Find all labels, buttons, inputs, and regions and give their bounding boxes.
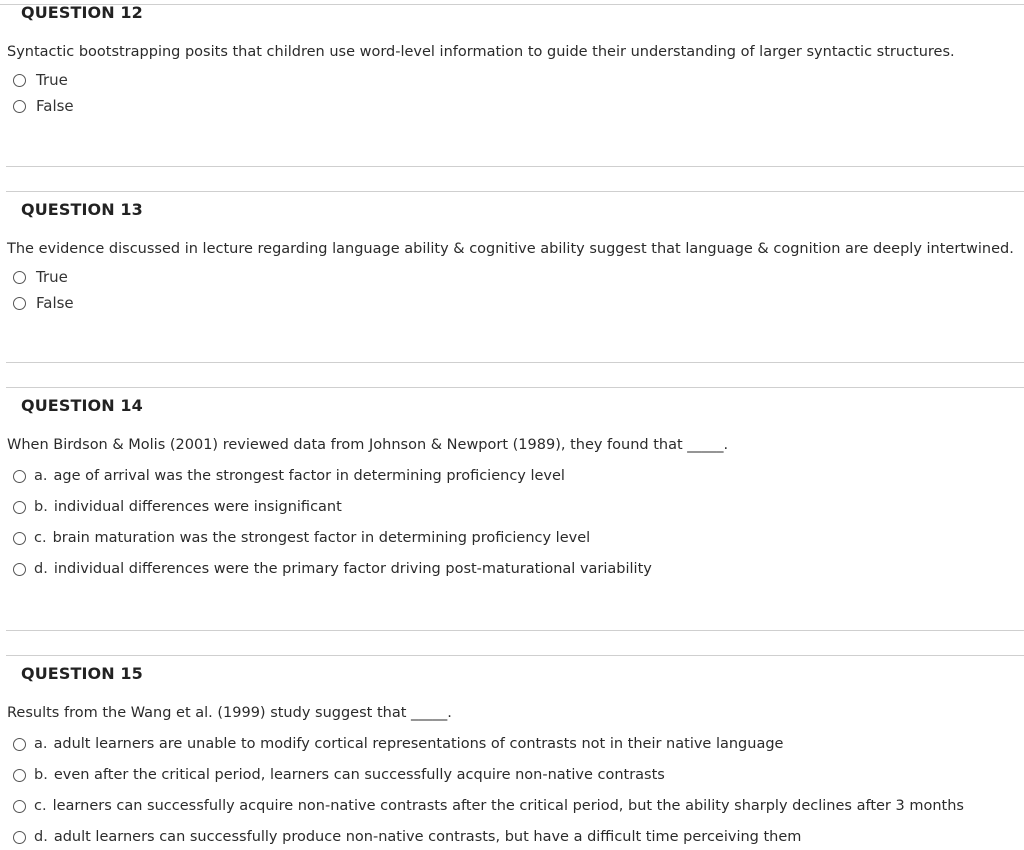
option-letter: b. — [34, 499, 48, 515]
option-c[interactable] — [13, 527, 590, 549]
radio-button[interactable] — [13, 74, 26, 87]
option-b[interactable] — [13, 764, 665, 786]
question-title: QUESTION 12 — [21, 3, 143, 22]
option-label: learners can successfully acquire non-native contrasts after the critical period, but the ability sharply declines after 3 months — [52, 798, 964, 814]
question-text: The evidence discussed in lecture regarding language ability & cognitive ability suggest that language & cognition are deeply intertwined. — [7, 241, 1014, 257]
radio-button[interactable] — [13, 800, 26, 813]
option-label: age of arrival was the strongest factor in determining proficiency level — [53, 468, 565, 484]
question-text: Syntactic bootstrapping posits that children use word-level information to guide their understanding of larger syntactic structures. — [7, 44, 955, 60]
option-label: True — [36, 268, 68, 286]
option-d[interactable] — [13, 558, 652, 580]
option-letter: c. — [34, 530, 47, 546]
option-letter: d. — [34, 561, 48, 577]
divider — [6, 166, 1024, 167]
question-title: QUESTION 15 — [21, 664, 143, 683]
option-label: False — [36, 97, 74, 115]
option-false[interactable] — [13, 95, 74, 117]
divider — [6, 655, 1024, 656]
option-label: False — [36, 294, 74, 312]
radio-button[interactable] — [13, 831, 26, 844]
option-label: True — [36, 71, 68, 89]
divider — [6, 630, 1024, 631]
divider — [0, 4, 1024, 5]
option-label: even after the critical period, learners can successfully acquire non-native contrasts — [53, 767, 665, 783]
option-label: adult learners are unable to modify cortical representations of contrasts not in their native language — [53, 736, 784, 752]
radio-button[interactable] — [13, 100, 26, 113]
option-true[interactable] — [13, 266, 68, 288]
option-c[interactable] — [13, 795, 964, 817]
option-letter: a. — [34, 736, 48, 752]
question-text: Results from the Wang et al. (1999) study suggest that _____. — [7, 705, 452, 721]
radio-button[interactable] — [13, 738, 26, 751]
radio-button[interactable] — [13, 769, 26, 782]
radio-button[interactable] — [13, 470, 26, 483]
option-label: individual differences were the primary factor driving post-maturational variability — [53, 561, 652, 577]
divider — [6, 191, 1024, 192]
option-label: brain maturation was the strongest factor in determining proficiency level — [52, 530, 591, 546]
radio-button[interactable] — [13, 532, 26, 545]
option-label: individual differences were insignificant — [53, 499, 342, 515]
option-a[interactable] — [13, 465, 565, 487]
option-letter: b. — [34, 767, 48, 783]
divider — [6, 362, 1024, 363]
radio-button[interactable] — [13, 501, 26, 514]
question-title: QUESTION 14 — [21, 396, 143, 415]
radio-button[interactable] — [13, 563, 26, 576]
option-label: adult learners can successfully produce non-native contrasts, but have a difficult time perceiving them — [53, 829, 802, 845]
option-letter: a. — [34, 468, 48, 484]
question-title: QUESTION 13 — [21, 200, 143, 219]
option-a[interactable] — [13, 733, 783, 755]
option-letter: c. — [34, 798, 47, 814]
option-letter: d. — [34, 829, 48, 845]
divider — [6, 387, 1024, 388]
radio-button[interactable] — [13, 297, 26, 310]
option-d[interactable] — [13, 826, 801, 848]
question-text: When Birdson & Molis (2001) reviewed data from Johnson & Newport (1989), they found that _____. — [7, 437, 729, 453]
radio-button[interactable] — [13, 271, 26, 284]
option-b[interactable] — [13, 496, 342, 518]
option-false[interactable] — [13, 292, 74, 314]
option-true[interactable] — [13, 69, 68, 91]
